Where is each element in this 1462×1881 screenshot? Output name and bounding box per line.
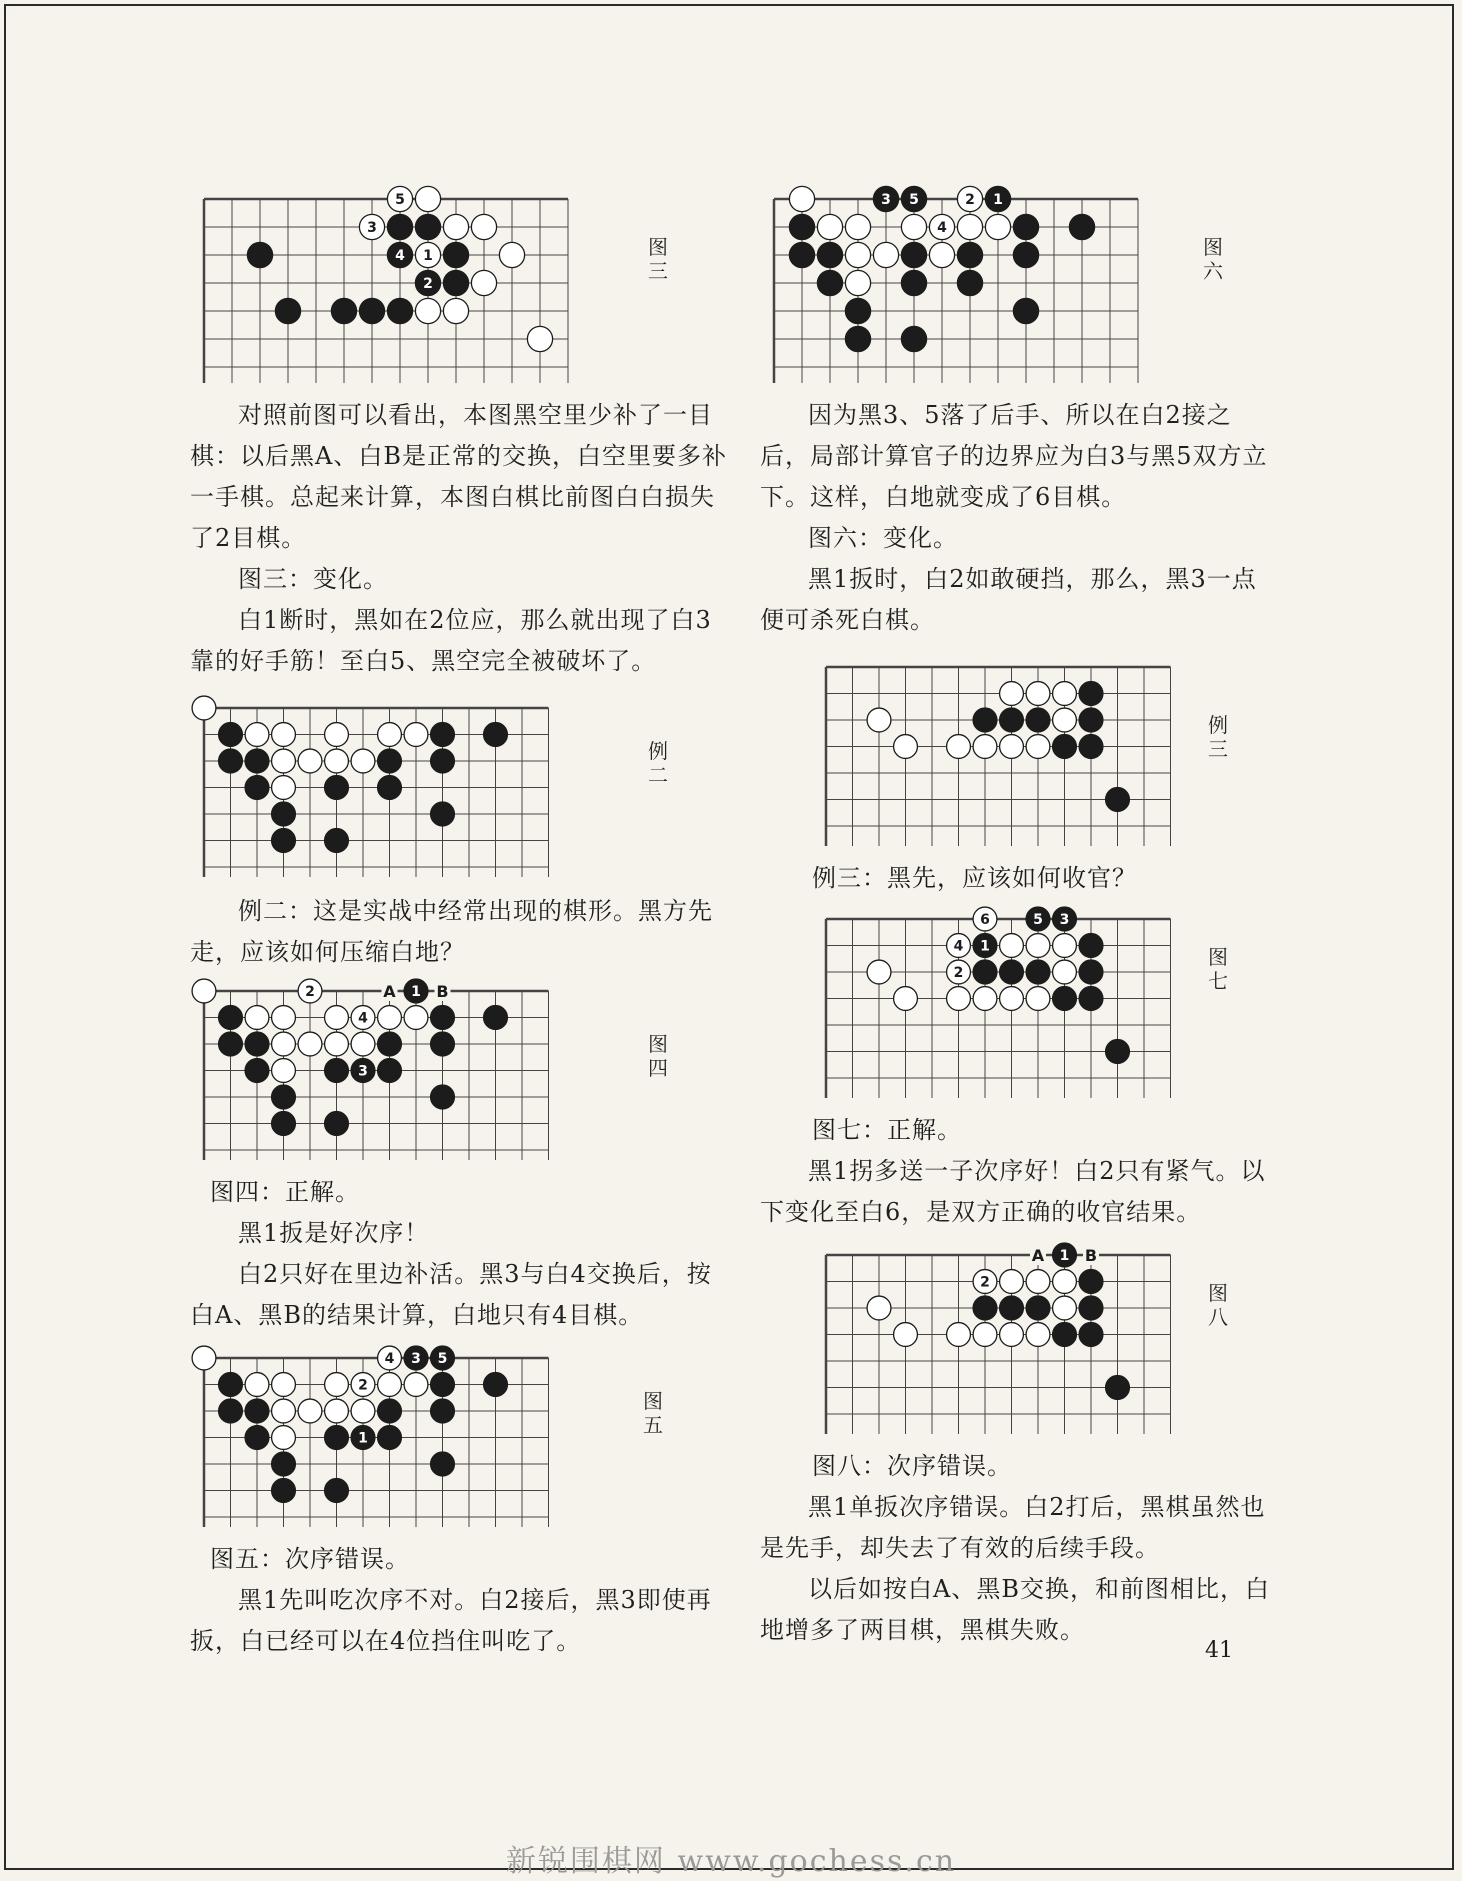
white-stone	[929, 242, 954, 267]
white-stone	[272, 1399, 296, 1423]
black-stone	[1069, 214, 1094, 239]
white-stone	[415, 298, 440, 323]
figure-6	[760, 185, 1280, 385]
stone-move-number: 4	[384, 1351, 395, 1367]
stone-move-number: 4	[395, 248, 405, 264]
white-stone	[1000, 735, 1024, 759]
white-stone	[245, 1373, 269, 1397]
black-stone	[378, 1059, 402, 1083]
white-stone	[443, 298, 468, 323]
paragraph-10: 黑1单扳次序错误。白2打后，黑棋虽然也是先手，却失去了有效的后续手段。	[760, 1493, 1266, 1562]
black-stone	[1053, 735, 1077, 759]
white-stone	[1026, 987, 1050, 1011]
figure-label-char: 图	[1208, 1281, 1228, 1305]
stone-move-number: 3	[1059, 912, 1070, 928]
black-stone	[325, 829, 349, 853]
go-board-example-3	[812, 653, 1192, 848]
white-stone	[325, 749, 349, 773]
black-stone	[219, 1032, 243, 1056]
example-3-label	[1205, 713, 1231, 761]
white-stone	[272, 776, 296, 800]
black-stone	[1079, 960, 1103, 984]
black-stone	[1026, 1296, 1050, 1320]
white-stone	[325, 1373, 349, 1397]
right-column	[760, 185, 1280, 1651]
white-stone	[499, 242, 524, 267]
stone-move-number: 3	[881, 192, 891, 208]
stone-move-number: 3	[358, 1063, 368, 1080]
black-stone	[219, 1399, 243, 1423]
white-stone	[1053, 682, 1077, 706]
white-stone	[867, 708, 891, 732]
white-stone	[325, 1032, 349, 1056]
white-stone	[325, 1006, 349, 1030]
figure-label-char: 三	[648, 259, 668, 283]
figure-label-char: 图	[1203, 235, 1223, 259]
black-stone	[245, 1399, 269, 1423]
black-stone	[272, 802, 296, 826]
paragraph-2: 白1断时，黑如在2位应，那么就出现了白3靠的好手筋！至白5、黑空完全被破坏了。	[190, 606, 712, 675]
board-letter: A	[1031, 1246, 1045, 1265]
white-stone	[1000, 682, 1024, 706]
black-stone	[272, 829, 296, 853]
black-stone	[378, 749, 402, 773]
stone-move-number: 4	[937, 220, 947, 236]
white-stone	[1053, 1296, 1077, 1320]
white-stone	[867, 1296, 891, 1320]
black-stone	[431, 1085, 455, 1109]
figure-4-label	[645, 1032, 671, 1080]
stone-move-number: 2	[965, 192, 975, 208]
go-board-figure-7	[812, 905, 1192, 1100]
black-stone	[1026, 708, 1050, 732]
black-stone	[1106, 1376, 1130, 1400]
black-stone	[1053, 987, 1077, 1011]
watermark: 新锐围棋网 www.gochess.cn	[505, 1844, 957, 1879]
figure-3-label	[645, 235, 671, 283]
figure-label-char: 图	[1208, 945, 1228, 969]
white-stone	[192, 696, 216, 720]
white-stone	[873, 242, 898, 267]
paragraph-5: 白2只好在里边补活。黑3与白4交换后，按白A、黑B的结果计算，白地只有4目棋。	[190, 1260, 712, 1329]
white-stone	[973, 1323, 997, 1347]
white-stone	[443, 214, 468, 239]
black-stone	[378, 1399, 402, 1423]
black-stone	[245, 749, 269, 773]
black-stone	[845, 298, 870, 323]
figure-label-char: 图	[648, 235, 668, 259]
example-2-label	[645, 739, 671, 787]
stone-move-number: 1	[993, 192, 1003, 208]
white-stone	[867, 960, 891, 984]
stone-move-number: 1	[411, 984, 421, 1000]
black-stone	[325, 1479, 349, 1503]
black-stone	[415, 214, 440, 239]
stone-move-number: 2	[423, 276, 433, 292]
figure-8	[760, 1241, 1280, 1436]
white-stone	[471, 214, 496, 239]
white-stone	[845, 242, 870, 267]
black-stone	[275, 298, 300, 323]
white-stone	[351, 1399, 375, 1423]
stone-move-number: 1	[1059, 1248, 1070, 1264]
paragraph-11: 以后如按白A、黑B交换，和前图相比，白地增多了两目棋，黑棋失败。	[760, 1575, 1270, 1644]
stone-move-number: 1	[358, 1430, 368, 1447]
figure-label-char: 例	[1208, 713, 1228, 737]
stone-move-number: 2	[953, 965, 964, 981]
black-stone	[1079, 1270, 1103, 1294]
black-stone	[1000, 708, 1024, 732]
paragraph-7: 因为黑3、5落了后手、所以在白2接之后，局部计算官子的边界应为白3与黑5双方立下。这样，白地就变成了6目棋。	[760, 401, 1268, 511]
white-stone	[325, 1399, 349, 1423]
figure-label-char: 六	[1203, 259, 1223, 283]
white-stone	[1000, 1323, 1024, 1347]
black-stone	[325, 1059, 349, 1083]
paragraph-8: 黑1扳时，白2如敢硬挡，那么，黑3一点便可杀死白棋。	[760, 565, 1257, 634]
black-stone	[973, 1296, 997, 1320]
black-stone	[219, 749, 243, 773]
black-stone	[219, 723, 243, 747]
black-stone	[219, 1373, 243, 1397]
figure-7	[760, 905, 1280, 1100]
white-stone	[901, 214, 926, 239]
caption-figure-4: 图四：正解。	[210, 1178, 360, 1206]
black-stone	[219, 1006, 243, 1030]
black-stone	[431, 749, 455, 773]
black-stone	[1000, 960, 1024, 984]
black-stone	[431, 723, 455, 747]
black-stone	[1079, 1323, 1103, 1347]
black-stone	[789, 214, 814, 239]
white-stone	[527, 326, 552, 351]
page-number: 41	[1205, 1638, 1233, 1663]
figure-label-char: 四	[648, 1056, 668, 1080]
stone-move-number: 3	[411, 1351, 421, 1367]
black-stone	[431, 1452, 455, 1476]
black-stone	[1079, 682, 1103, 706]
figure-6-label	[1200, 235, 1226, 283]
white-stone	[1000, 1270, 1024, 1294]
paragraph-3: 例二：这是实战中经常出现的棋形。黑方先走，应该如何压缩白地？	[190, 897, 713, 966]
black-stone	[1013, 242, 1038, 267]
white-stone	[245, 723, 269, 747]
white-stone	[817, 214, 842, 239]
caption-figure-7: 图七：正解。	[812, 1116, 962, 1144]
black-stone	[272, 1112, 296, 1136]
white-stone	[845, 270, 870, 295]
paragraph-6: 黑1先叫吃次序不对。白2接后，黑3即使再扳，白已经可以在4位挡住叫吃了。	[190, 1586, 712, 1655]
example-3	[760, 653, 1280, 848]
black-stone	[272, 1085, 296, 1109]
caption-figure-3: 图三：变化。	[238, 565, 388, 593]
black-stone	[359, 298, 384, 323]
white-stone	[1053, 1270, 1077, 1294]
figure-label-char: 八	[1208, 1305, 1228, 1329]
white-stone	[471, 270, 496, 295]
white-stone	[272, 1373, 296, 1397]
white-stone	[272, 749, 296, 773]
paragraph-4: 黑1扳是好次序！	[238, 1219, 430, 1247]
go-board-example-2	[190, 694, 570, 879]
figure-5	[190, 1344, 730, 1529]
black-stone	[1000, 1296, 1024, 1320]
stone-move-number: 5	[1033, 912, 1043, 928]
white-stone	[1000, 987, 1024, 1011]
stone-move-number: 2	[980, 1274, 990, 1291]
white-stone	[404, 1373, 428, 1397]
figure-label-char: 五	[643, 1413, 663, 1437]
figure-7-label	[1205, 945, 1231, 993]
white-stone	[894, 735, 918, 759]
white-stone	[1026, 682, 1050, 706]
white-stone	[325, 723, 349, 747]
black-stone	[789, 242, 814, 267]
white-stone	[378, 723, 402, 747]
black-stone	[431, 1373, 455, 1397]
stone-move-number: 4	[358, 1010, 368, 1027]
black-stone	[484, 1373, 508, 1397]
figure-3	[190, 185, 730, 385]
go-board-figure-4	[190, 977, 570, 1162]
black-stone	[1013, 214, 1038, 239]
figure-label-char: 七	[1208, 969, 1228, 993]
white-stone	[415, 186, 440, 211]
white-stone	[1026, 934, 1050, 958]
white-stone	[404, 723, 428, 747]
white-stone	[973, 987, 997, 1011]
white-stone	[1026, 735, 1050, 759]
figure-4	[190, 977, 730, 1162]
black-stone	[431, 802, 455, 826]
white-stone	[378, 1373, 402, 1397]
figure-label-char: 三	[1208, 737, 1228, 761]
white-stone	[298, 749, 322, 773]
black-stone	[973, 960, 997, 984]
black-stone	[901, 270, 926, 295]
board-letter: B	[436, 982, 449, 1001]
example-2	[190, 694, 730, 879]
black-stone	[245, 1426, 269, 1450]
go-board-figure-5	[190, 1344, 570, 1529]
caption-example-3: 例三：黑先，应该如何收官？	[812, 864, 1137, 892]
paragraph-1: 对照前图可以看出，本图黑空里少补了一目棋：以后黑A、白B是正常的交换，白空里要多补一手棋。总起来计算，本图白棋比前图白白损失了2目棋。	[190, 401, 727, 552]
white-stone	[351, 1032, 375, 1056]
black-stone	[431, 1399, 455, 1423]
white-stone	[1053, 934, 1077, 958]
white-stone	[351, 749, 375, 773]
white-stone	[1000, 934, 1024, 958]
white-stone	[973, 735, 997, 759]
white-stone	[272, 1059, 296, 1083]
white-stone	[1053, 708, 1077, 732]
stone-move-number: 5	[395, 192, 405, 208]
black-stone	[817, 242, 842, 267]
black-stone	[431, 1032, 455, 1056]
caption-figure-5: 图五：次序错误。	[210, 1545, 410, 1573]
black-stone	[378, 776, 402, 800]
board-letter: A	[383, 982, 396, 1001]
black-stone	[272, 1479, 296, 1503]
white-stone	[298, 1399, 322, 1423]
figure-label-char: 图	[643, 1389, 663, 1413]
black-stone	[325, 1426, 349, 1450]
white-stone	[894, 987, 918, 1011]
stone-move-number: 4	[953, 938, 964, 955]
white-stone	[957, 214, 982, 239]
stone-move-number: 6	[980, 912, 990, 928]
black-stone	[378, 1426, 402, 1450]
black-stone	[1106, 788, 1130, 812]
black-stone	[845, 326, 870, 351]
white-stone	[1026, 1323, 1050, 1347]
black-stone	[484, 1006, 508, 1030]
white-stone	[192, 1346, 216, 1370]
white-stone	[192, 979, 216, 1003]
black-stone	[484, 723, 508, 747]
white-stone	[378, 1006, 402, 1030]
white-stone	[245, 1006, 269, 1030]
caption-figure-6: 图六：变化。	[808, 524, 958, 552]
stone-move-number: 2	[305, 984, 315, 1000]
white-stone	[272, 1006, 296, 1030]
stone-move-number: 3	[367, 220, 377, 236]
white-stone	[272, 1426, 296, 1450]
white-stone	[947, 735, 971, 759]
black-stone	[1079, 987, 1103, 1011]
white-stone	[272, 1032, 296, 1056]
black-stone	[245, 1032, 269, 1056]
black-stone	[1079, 934, 1103, 958]
white-stone	[789, 186, 814, 211]
go-board-figure-8	[812, 1241, 1192, 1436]
go-board-figure-6	[760, 185, 1160, 385]
stone-move-number: 2	[358, 1377, 368, 1394]
black-stone	[378, 1032, 402, 1056]
white-stone	[894, 1323, 918, 1347]
stone-move-number: 1	[980, 938, 990, 955]
stone-move-number: 5	[909, 192, 919, 208]
black-stone	[901, 242, 926, 267]
black-stone	[272, 1452, 296, 1476]
figure-8-label	[1205, 1281, 1231, 1329]
black-stone	[245, 776, 269, 800]
figure-label-char: 例	[648, 739, 668, 763]
paragraph-9: 黑1拐多送一子次序好！白2只有紧气。以下变化至白6，是双方正确的收官结果。	[760, 1157, 1266, 1226]
white-stone	[947, 1323, 971, 1347]
figure-label-char: 图	[648, 1032, 668, 1056]
black-stone	[325, 1112, 349, 1136]
black-stone	[817, 270, 842, 295]
white-stone	[272, 723, 296, 747]
black-stone	[1026, 960, 1050, 984]
white-stone	[1053, 960, 1077, 984]
caption-figure-8: 图八：次序错误。	[812, 1452, 1012, 1480]
black-stone	[1013, 298, 1038, 323]
black-stone	[1079, 735, 1103, 759]
black-stone	[957, 270, 982, 295]
board-letter: B	[1084, 1246, 1098, 1265]
black-stone	[973, 708, 997, 732]
black-stone	[1079, 1296, 1103, 1320]
white-stone	[985, 214, 1010, 239]
go-board-figure-3	[190, 185, 570, 385]
stone-move-number: 5	[437, 1351, 448, 1367]
black-stone	[247, 242, 272, 267]
black-stone	[1053, 1323, 1077, 1347]
black-stone	[387, 298, 412, 323]
white-stone	[845, 214, 870, 239]
white-stone	[1026, 1270, 1050, 1294]
figure-label-char: 二	[648, 763, 668, 787]
black-stone	[1106, 1040, 1130, 1064]
black-stone	[325, 776, 349, 800]
black-stone	[1079, 708, 1103, 732]
white-stone	[947, 987, 971, 1011]
black-stone	[957, 242, 982, 267]
black-stone	[443, 270, 468, 295]
black-stone	[431, 1006, 455, 1030]
black-stone	[331, 298, 356, 323]
black-stone	[443, 242, 468, 267]
white-stone	[298, 1032, 322, 1056]
white-stone	[404, 1006, 428, 1030]
black-stone	[245, 1059, 269, 1083]
stone-move-number: 1	[423, 248, 433, 264]
black-stone	[387, 214, 412, 239]
figure-5-label	[640, 1389, 666, 1437]
left-column	[190, 185, 730, 1662]
black-stone	[901, 326, 926, 351]
